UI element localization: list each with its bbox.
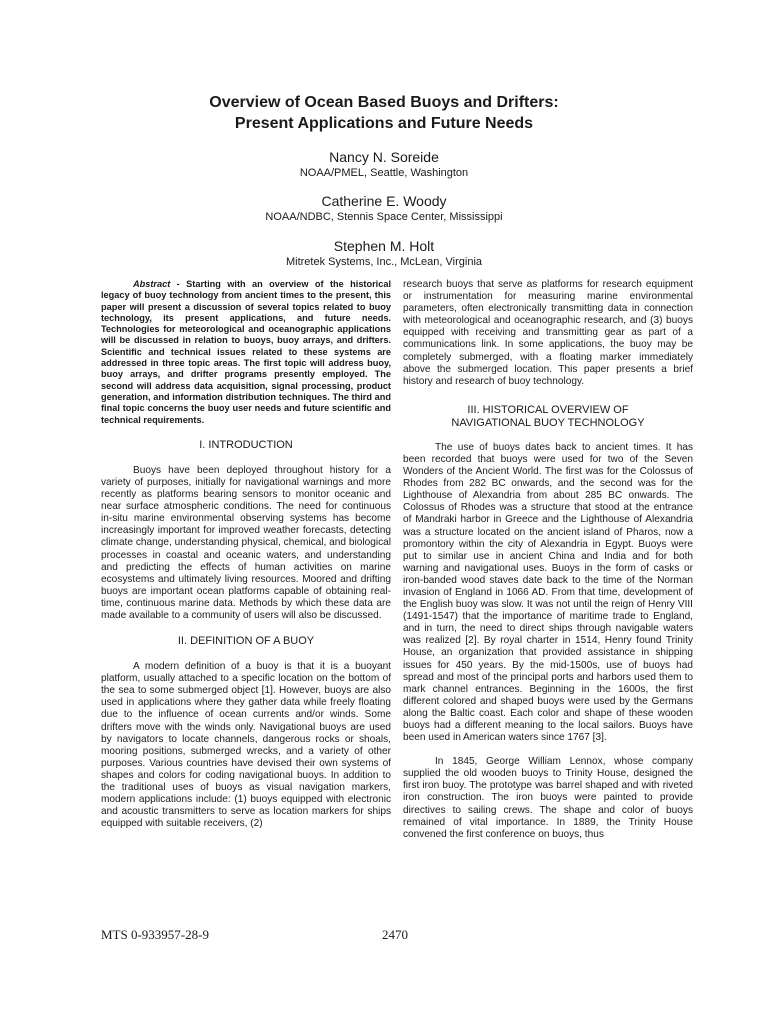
abstract-text: - Starting with an overview of the historical legacy of buoy technology from ancient times to the present, this paper will present a discussion of several topics related to buoy technology, its present applications, and future needs. Technologies for meteorological and oceanographic applications will be discussed in relation to buoys, buoy arrays, and drifters. Scientific and technical issues related to these systems are addressed in three topic areas. The first topic will address buoy, buoy arrays, and drifter programs presently employed. The second will address data acquisition, signal processing, product generation, and information distribution techniques. The third and final topic concerns the buoy user needs and future scientific and technical requirements. [101, 279, 391, 425]
section-heading-definition: II. DEFINITION OF A BUOY [177, 635, 315, 648]
author-affiliation: Mitretek Systems, Inc., McLean, Virginia [285, 256, 483, 268]
abstract-label: Abstract [133, 279, 171, 289]
author-3 [0, 237, 768, 269]
section-heading-historical-line-1: III. HISTORICAL OVERVIEW OF [467, 403, 629, 416]
title-line-2: Present Applications and Future Needs [234, 115, 534, 132]
right-column [403, 279, 693, 841]
title-line-1: Overview of Ocean Based Buoys and Drifters: [209, 94, 559, 111]
abstract [101, 279, 391, 426]
author-name: Nancy N. Soreide [329, 149, 439, 165]
introduction-paragraph: Buoys have been deployed throughout history for a variety of purposes, initially for navigational warnings and more recently as platforms bearing sensors to monitor oceanic and near surface atmospheric conditions. The need for continuous in-situ marine environmental observing systems has become increasingly important for improved weather forecasts, detecting climate change, understanding physical, chemical, and biological processes in coastal and oceanic waters, and understanding and predicting the effects of human activities on marine ecosystems and ultimately living resources. Moored and drifting buoys are important ocean platforms capable of obtaining real-time, continuous marine data. Methods by which these data are made available to a community of users will also be discussed. [101, 464, 391, 621]
author-name: Stephen M. Holt [333, 238, 435, 254]
author-name: Catherine E. Woody [321, 193, 447, 209]
page-number: 2470 [382, 927, 408, 942]
continued-paragraph: research buoys that serve as platforms for research equipment or instrumentation for measuring marine environmental parameters, often electronically transmitting data in connection with meteorological and oceanographic research, and (3) buoys equipped with receiving and transmitting gear as part of a communications link. In some applications, the buoy may be completely submerged, with a floating marker immediately above the submerged location. This paper presents a brief history and research of buoy technology. [403, 279, 693, 387]
author-1 [0, 148, 768, 180]
section-heading-introduction: I. INTRODUCTION [199, 438, 293, 451]
author-2 [0, 192, 768, 224]
author-affiliation: NOAA/PMEL, Seattle, Washington [299, 167, 469, 179]
historical-paragraph-1: The use of buoys dates back to ancient times. It has been recorded that buoys were used for two of the Seven Wonders of the Ancient World. The first was for the Colossus of Rhodes from 282 BC onwards, and the second was for the Lighthouse of Alexandria from about 285 BC onwards. The Colossus of Rhodes was a structure that stood at the entrance of Mandraki harbor in Greece and the Lighthouse of Alexandria was a structure located on the ancient island of Pharos, now a promontory within the city of Alexandria in Egypt. Buoys were put to similar use in ancient China and India and for both warning and navigational uses. Buoys in the form of casks or iron-banded wood staves date back to the time of the Norman invasion of England in 1066 AD. From that time, development of the English buoy was slow. It was not until the reign of Henry VIII (1491-1547) that the importance of maritime trade to England, and in turn, the need to direct ships through navigable waters was realized [2]. By royal charter in 1514, Henry found Trinity House, an organization that provided assistance in shipping issues for 450 years. By the mid-1500s, use of buoys had spread and most of the principal ports and harbors used them to mark channel entrances. Beginning in the 1600s, the first different colored and shaped buoys were used by the Germans along the Baltic coast. Each color and shape of these wooden buoys had a different meaning to the local sailors. Buoys have been used in American waters since 1767 [3]. [403, 441, 693, 744]
footer-isbn: MTS 0-933957-28-9 [101, 927, 209, 942]
definition-paragraph: A modern definition of a buoy is that it is a buoyant platform, usually attached to a specific location on the bottom of the sea to some submerged object [1]. However, buoys are also used in applications where they gather data while freely floating due to the influence of ocean currents and/or winds. Some drifters move with the winds only. Navigational buoys are used by navigators to locate channels, dangerous rocks or shoals, mooring positions, submerged wrecks, and a variety of other purposes. Various countries have devised their own systems of shapes and colors for coding navigational buoys. In addition to the traditional uses of buoys as visual navigation markers, modern applications include: (1) buoys equipped with electronic and acoustic transmitters to serve as location markers for ships equipped with suitable receivers, (2) [101, 661, 391, 830]
historical-paragraph-2: In 1845, George William Lennox, whose company supplied the old wooden buoys to Trinity House, designed the first iron buoy. The prototype was barrel shaped and with riveted iron construction. The iron buoys were painted to provide directives to sailing crews. The shape and color of buoys remained of vital importance. In 1889, the Trinity House convened the first conference on buoys, thus [403, 756, 693, 840]
left-column [101, 279, 391, 830]
author-affiliation: NOAA/NDBC, Stennis Space Center, Mississippi [265, 211, 503, 223]
section-heading-historical-line-2: NAVIGATIONAL BUOY TECHNOLOGY [451, 416, 645, 429]
paper-title [0, 92, 768, 134]
